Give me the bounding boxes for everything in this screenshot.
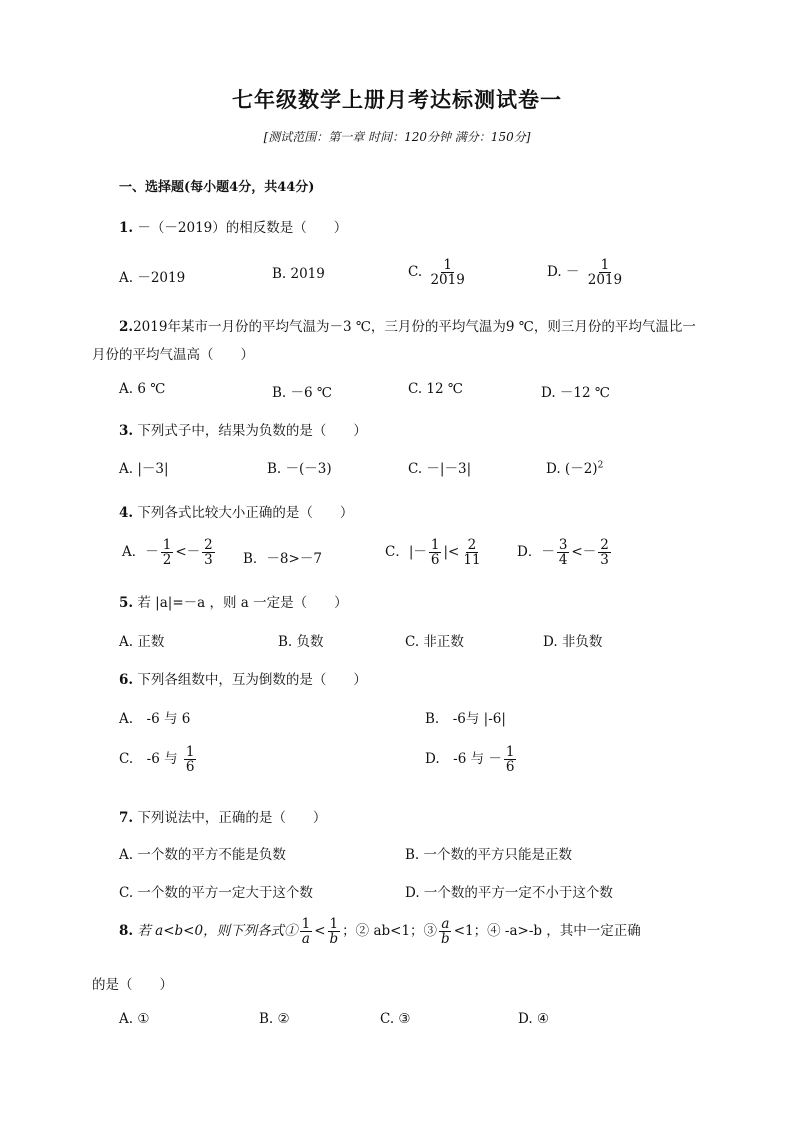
- exponent: 2: [597, 460, 604, 471]
- option-text: C. -6 与: [119, 751, 178, 768]
- question-stem: ；② ab<1；③: [342, 923, 438, 940]
- denominator: 6: [185, 759, 195, 776]
- page-subtitle: [测试范围：第一章 时间：120分钟 满分：150分]: [263, 130, 531, 144]
- option-text: C．|－: [385, 544, 427, 561]
- question-stem: 下列式子中，结果为负数的是（ ）: [137, 423, 367, 439]
- option-a: A. －2019: [119, 270, 186, 286]
- option-a: A. -6 与 6: [119, 711, 191, 727]
- fraction: [300, 917, 313, 946]
- question-stem-continued: 的是（ ）: [92, 977, 173, 993]
- option-c: [119, 745, 198, 774]
- option-d: D. ④: [518, 1011, 550, 1027]
- numerator: 1: [430, 537, 440, 553]
- question-3: [119, 419, 367, 439]
- option-text: |<: [443, 544, 460, 561]
- option-text: D．－: [517, 544, 555, 561]
- fraction: [184, 745, 197, 774]
- denominator: b: [329, 931, 339, 948]
- denominator: 6: [430, 552, 440, 569]
- option-c: [385, 538, 485, 567]
- option-c: C. －|－3|: [408, 461, 472, 477]
- option-c: C. 12 ℃: [408, 381, 464, 397]
- numerator: 2: [204, 537, 213, 553]
- denominator: b: [441, 931, 450, 948]
- numerator: 1: [185, 744, 195, 760]
- option-c: C. 一个数的平方一定大于这个数: [119, 885, 313, 901]
- option-d: [425, 745, 518, 774]
- question-number: 5.: [119, 595, 134, 611]
- denominator: 2019: [430, 272, 465, 289]
- option-a: A. ①: [119, 1011, 150, 1027]
- question-stem: －（－2019）的相反数是（ ）: [137, 220, 348, 236]
- option-d: [547, 258, 626, 287]
- question-stem: 下列各式比较大小正确的是（ ）: [137, 505, 354, 521]
- question-number: 2.: [119, 319, 134, 335]
- option-text: <－: [175, 544, 201, 561]
- numerator: 1: [301, 916, 311, 932]
- option-text: <－: [571, 544, 597, 561]
- numerator: a: [441, 916, 450, 932]
- fraction: [504, 745, 517, 774]
- section-heading: 一、选择题(每小题4分，共44分): [119, 180, 315, 195]
- option-b: B. －(－3): [267, 461, 332, 477]
- option-b: B. 负数: [278, 634, 324, 650]
- option-text: D. (－2): [546, 461, 598, 477]
- question-stem: 下列各组数中，互为倒数的是（ ）: [137, 672, 367, 688]
- question-7: [119, 806, 326, 826]
- fraction: [557, 538, 570, 567]
- fraction: [439, 917, 452, 946]
- option-d: [546, 457, 603, 477]
- numerator: 1: [162, 537, 172, 553]
- operator: <: [314, 923, 326, 940]
- denominator: 6: [505, 759, 515, 776]
- option-d: D. 一个数的平方一定不小于这个数: [405, 885, 613, 901]
- option-label: D. －: [547, 264, 580, 281]
- option-b: B. -6与 |-6|: [425, 711, 506, 727]
- numerator: 2: [600, 537, 609, 553]
- numerator: 1: [329, 916, 339, 932]
- option-b: B. ②: [259, 1011, 290, 1027]
- denominator: 2: [162, 552, 172, 569]
- question-4: [119, 501, 353, 521]
- fraction: [328, 917, 341, 946]
- option-c: [408, 258, 469, 287]
- question-number: 8.: [119, 923, 134, 940]
- question-number: 7.: [119, 810, 134, 826]
- question-6: [119, 668, 367, 688]
- numerator: 1: [600, 257, 610, 273]
- denominator: 2019: [587, 272, 623, 289]
- fraction: [202, 538, 215, 567]
- option-b: B. －6 ℃: [272, 385, 332, 401]
- option-d: D. 非负数: [543, 634, 603, 650]
- option-text: D. -6 与 －: [425, 751, 502, 768]
- question-stem: <1；④ -a>-b ，其中一定正确: [453, 923, 641, 940]
- denominator: 4: [558, 552, 568, 569]
- numerator: 2: [467, 537, 477, 553]
- option-a: A. 正数: [119, 634, 165, 650]
- option-label: C.: [408, 264, 423, 281]
- question-stem: 下列说法中，正确的是（ ）: [137, 810, 327, 826]
- question-8: [119, 917, 641, 946]
- option-text: A．－: [122, 544, 159, 561]
- fraction: [161, 538, 174, 567]
- numerator: 1: [443, 257, 452, 273]
- denominator: 11: [463, 552, 481, 569]
- option-a: A. 6 ℃: [119, 381, 166, 397]
- fraction: [598, 538, 611, 567]
- question-stem: 若 a<b<0，则下列各式①: [137, 923, 298, 940]
- option-d: [517, 538, 613, 567]
- question-number: 6.: [119, 672, 134, 688]
- question-stem: 若 |a|=－a ，则 a 一定是（ ）: [137, 595, 348, 611]
- option-c: C. 非正数: [405, 634, 464, 650]
- option-a: [122, 538, 217, 567]
- fraction: [429, 538, 442, 567]
- question-number: 3.: [119, 423, 134, 439]
- denominator: 3: [600, 552, 609, 569]
- numerator: 3: [558, 537, 568, 553]
- question-5: [119, 591, 348, 611]
- option-b: B. 一个数的平方只能是正数: [405, 847, 573, 863]
- option-b: B. 2019: [272, 266, 325, 282]
- option-d: D. －12 ℃: [541, 385, 610, 401]
- numerator: 1: [505, 744, 515, 760]
- option-a: A. |－3|: [119, 461, 169, 477]
- fraction: [461, 538, 482, 567]
- option-c: C. ③: [380, 1011, 411, 1027]
- question-1: [119, 216, 347, 236]
- denominator: 3: [204, 552, 213, 569]
- fraction: [428, 258, 466, 287]
- question-stem-continued: 月份的平均气温高（ ）: [92, 347, 254, 363]
- option-b: B．－8>－7: [243, 551, 322, 567]
- page-title: 七年级数学上册月考达标测试卷一: [232, 87, 562, 112]
- question-number: 1.: [119, 220, 134, 236]
- question-number: 4.: [119, 505, 134, 521]
- option-a: A. 一个数的平方不能是负数: [119, 847, 286, 863]
- fraction: [586, 258, 624, 287]
- question-2: [119, 315, 696, 335]
- denominator: a: [301, 931, 310, 948]
- question-stem: 2019年某市一月份的平均气温为－3 ℃，三月份的平均气温为9 ℃，则三月份的平均气温比一: [133, 319, 696, 335]
